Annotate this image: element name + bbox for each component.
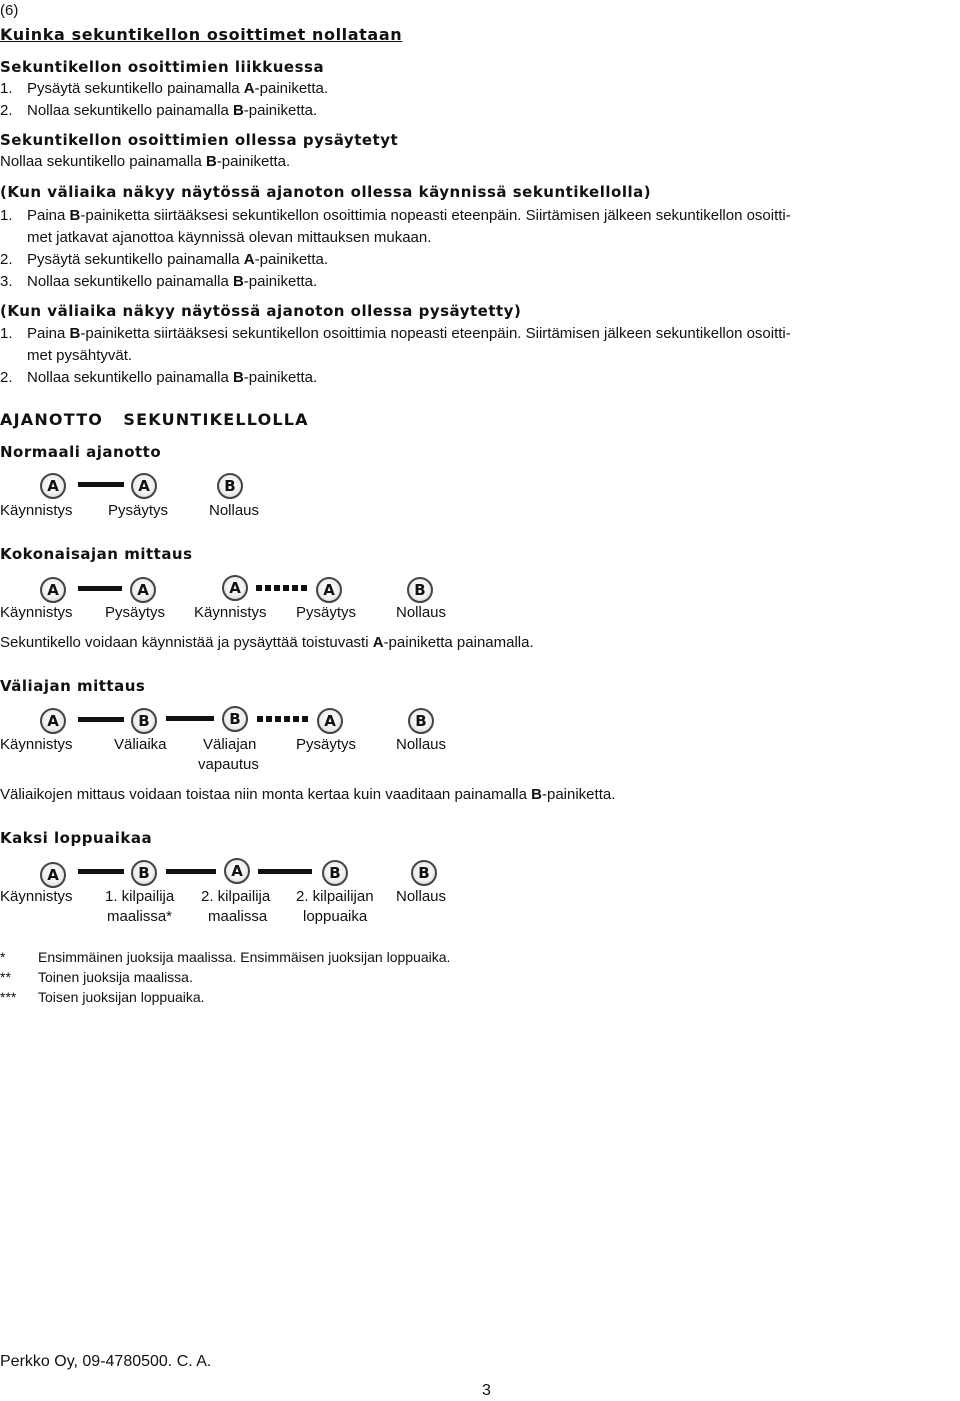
a-button-icon: A — [317, 708, 343, 734]
b-button-icon: B — [131, 708, 157, 734]
subsection-heading: Normaali ajanotto — [0, 443, 162, 461]
step-label: Nollaus — [396, 736, 447, 753]
step-label: Käynnistys — [0, 604, 73, 621]
a-button-icon: A — [40, 473, 66, 499]
list-item: 1. Paina B-painiketta siirtääksesi sekuntikellon osoittimia nopeasti eteenpäin. Siirtämisen jälkeen sekuntikellon osoitti- — [0, 207, 791, 224]
step-label: Nollaus — [396, 888, 447, 905]
dashed-connector — [256, 585, 310, 591]
note: Väliaikojen mittaus voidaan toistaa niin monta kertaa kuin vaaditaan painamalla B-painiketta. — [0, 786, 616, 803]
footer-company: Perkko Oy, 09-4780500. C. A. — [0, 1353, 212, 1370]
a-button-icon: A — [40, 577, 66, 603]
a-button-icon: A — [222, 575, 248, 601]
b-button-icon: B — [411, 860, 437, 886]
list-item-continuation: met jatkavat ajanottoa käynnissä olevan mittauksen mukaan. — [27, 229, 432, 246]
list-item-continuation: met pysähtyvät. — [27, 347, 133, 364]
step-label: Käynnistys — [0, 736, 73, 753]
step-label: Nollaus — [209, 502, 260, 519]
a-button-icon: A — [316, 577, 342, 603]
chapter-title: AJANOTTO SEKUNTIKELLOLLA — [0, 410, 309, 429]
note: Sekuntikello voidaan käynnistää ja pysäyttää toistuvasti A-painiketta painamalla. — [0, 634, 534, 651]
list-item: 1. Pysäytä sekuntikello painamalla A-painiketta. — [0, 80, 329, 97]
section-heading: Sekuntikellon osoittimien ollessa pysäytetyt — [0, 131, 399, 149]
footnote-mark: * — [0, 949, 6, 965]
list-item: 2. Nollaa sekuntikello painamalla B-painiketta. — [0, 102, 318, 119]
page-number: 3 — [482, 1382, 491, 1399]
page-marker: (6) — [0, 2, 19, 19]
step-label: Käynnistys — [194, 604, 267, 621]
list-item: 1. Paina B-painiketta siirtääksesi sekuntikellon osoittimia nopeasti eteenpäin. Siirtämisen jälkeen sekuntikellon osoitti- — [0, 325, 791, 342]
a-button-icon: A — [131, 473, 157, 499]
subsection-heading: Väliajan mittaus — [0, 677, 146, 695]
a-button-icon: A — [40, 708, 66, 734]
step-label: Väliajan — [203, 736, 257, 753]
subsection-heading: Kaksi loppuaikaa — [0, 829, 153, 847]
solid-connector — [78, 717, 124, 722]
step-label: Väliaika — [114, 736, 167, 753]
solid-connector — [78, 586, 122, 591]
a-button-icon: A — [130, 577, 156, 603]
solid-connector — [166, 869, 216, 874]
step-label: 1. kilpailija — [105, 888, 175, 905]
step-label: Käynnistys — [0, 502, 73, 519]
step-label: Käynnistys — [0, 888, 73, 905]
solid-connector — [258, 869, 312, 874]
step-label: Pysäytys — [296, 736, 357, 753]
step-label: maalissa* — [107, 908, 173, 925]
b-button-icon: B — [131, 860, 157, 886]
solid-connector — [78, 869, 124, 874]
a-button-icon: A — [40, 862, 66, 888]
main-title: Kuinka sekuntikellon osoittimet nollataan — [0, 25, 403, 44]
step-label: vapautus — [198, 756, 259, 773]
b-button-icon: B — [217, 473, 243, 499]
a-button-icon: A — [224, 858, 250, 884]
solid-connector — [166, 716, 214, 721]
footnote-mark: ** — [0, 969, 11, 985]
step-label: 2. kilpailijan — [296, 888, 374, 905]
step-label: maalissa — [208, 908, 268, 925]
footnote-mark: *** — [0, 989, 17, 1005]
b-button-icon: B — [408, 708, 434, 734]
step-label: loppuaika — [303, 908, 368, 925]
step-label: Pysäytys — [105, 604, 166, 621]
section-heading: Sekuntikellon osoittimien liikkuessa — [0, 58, 325, 76]
b-button-icon: B — [407, 577, 433, 603]
footnote-text: Toinen juoksija maalissa. — [38, 969, 193, 985]
step-label: Pysäytys — [108, 502, 169, 519]
list-item: 3. Nollaa sekuntikello painamalla B-painiketta. — [0, 273, 318, 290]
step-label: Nollaus — [396, 604, 447, 621]
section-heading: (Kun väliaika näkyy näytössä ajanoton ollessa pysäytetty) — [0, 302, 522, 320]
footnote-text: Toisen juoksijan loppuaika. — [38, 989, 205, 1005]
paragraph: Nollaa sekuntikello painamalla B-painiketta. — [0, 153, 291, 170]
solid-connector — [78, 482, 124, 487]
step-label: 2. kilpailija — [201, 888, 271, 905]
step-label: Pysäytys — [296, 604, 357, 621]
footnote-text: Ensimmäinen juoksija maalissa. Ensimmäisen juoksijan loppuaika. — [38, 949, 451, 965]
list-item: 2. Pysäytä sekuntikello painamalla A-painiketta. — [0, 251, 329, 268]
dashed-connector — [257, 716, 311, 722]
b-button-icon: B — [322, 860, 348, 886]
subsection-heading: Kokonaisajan mittaus — [0, 545, 193, 563]
section-heading: (Kun väliaika näkyy näytössä ajanoton ollessa käynnissä sekuntikellolla) — [0, 183, 652, 201]
b-button-icon: B — [222, 706, 248, 732]
list-item: 2. Nollaa sekuntikello painamalla B-painiketta. — [0, 369, 318, 386]
